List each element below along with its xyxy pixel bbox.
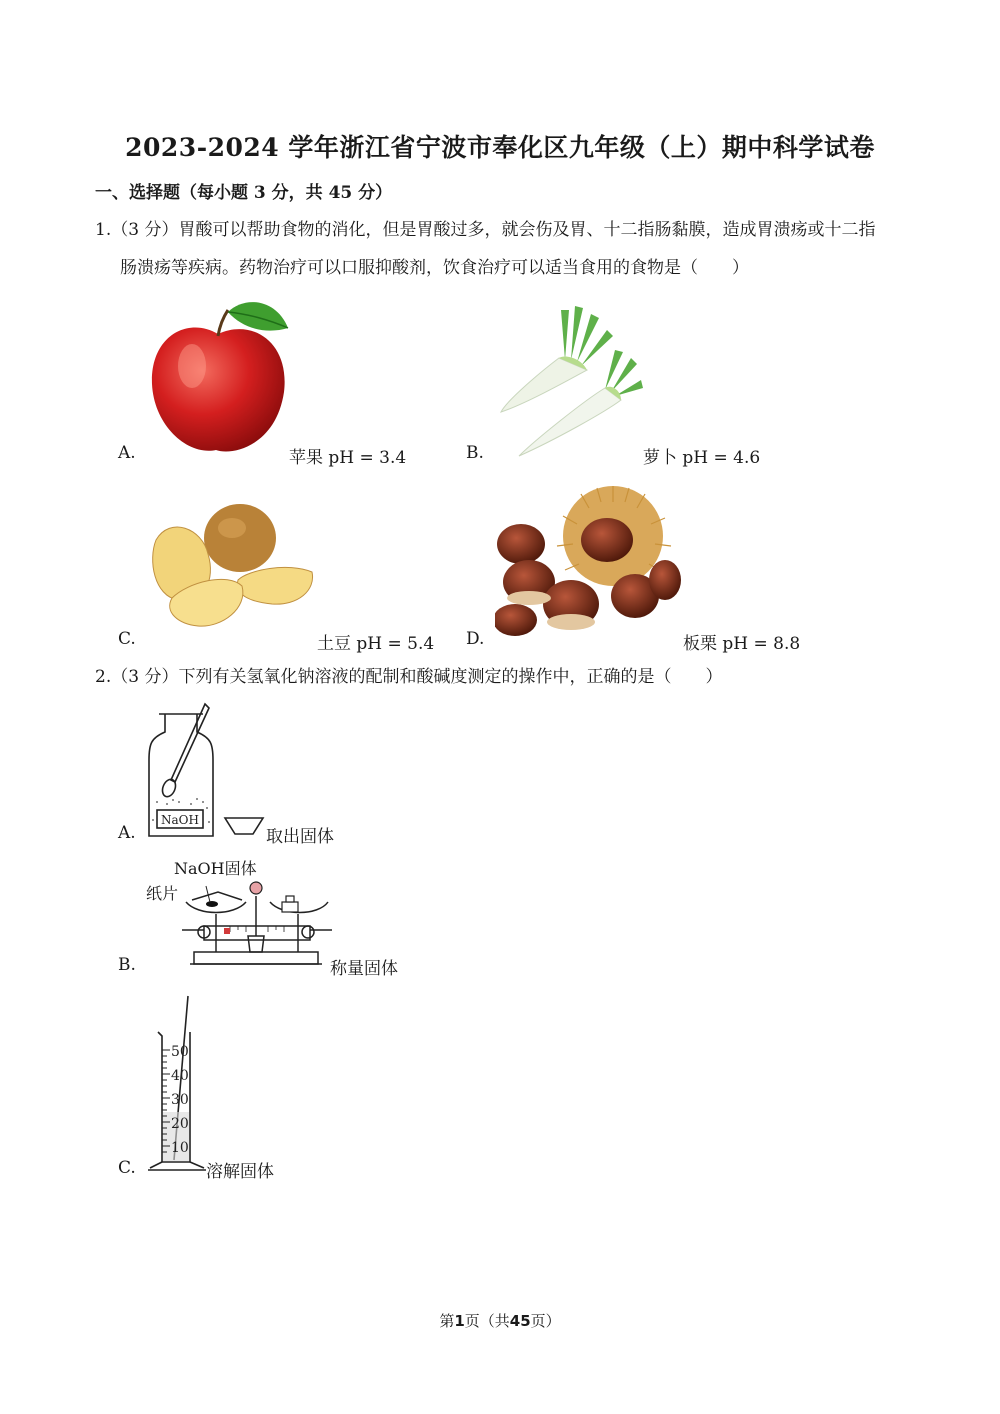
footer-page-number: 1 bbox=[454, 1312, 465, 1330]
cylinder-tick-30: 30 bbox=[171, 1092, 189, 1108]
jar-label: NaOH bbox=[161, 813, 199, 827]
option-2c-label: 溶解固体 bbox=[206, 1162, 274, 1182]
question-1 bbox=[95, 211, 915, 287]
balance-diagram bbox=[178, 876, 336, 972]
reagent-jar-diagram bbox=[145, 700, 270, 842]
footer-prefix: 第 bbox=[439, 1312, 455, 1330]
option-2b-letter: B. bbox=[118, 955, 136, 975]
option-2b-label: 称量固体 bbox=[330, 959, 398, 979]
section-heading: 一、选择题（每小题 3 分，共 45 分） bbox=[95, 183, 393, 203]
option-2c-letter: C. bbox=[118, 1158, 136, 1178]
radish-image bbox=[495, 300, 645, 460]
apple-image bbox=[148, 296, 290, 456]
option-1c-letter: C. bbox=[118, 629, 136, 649]
footer-suffix: 页） bbox=[530, 1312, 561, 1330]
option-2a-label: 取出固体 bbox=[266, 827, 334, 847]
option-1d-letter: D. bbox=[466, 629, 485, 649]
question-1-line-1: 1.（3 分）胃酸可以帮助食物的消化，但是胃酸过多，就会伤及胃、十二指肠黏膜，造成胃溃疡或十二指 bbox=[95, 220, 876, 240]
cylinder-tick-50: 50 bbox=[171, 1044, 189, 1060]
footer-middle: 页（共 bbox=[464, 1312, 510, 1330]
question-2: 2.（3 分）下列有关氢氧化钠溶液的配制和酸碱度测定的操作中，正确的是（ ） bbox=[95, 667, 723, 687]
option-1b-label: 萝卜 pH = 4.6 bbox=[643, 448, 761, 468]
cylinder-tick-10: 10 bbox=[171, 1140, 189, 1156]
graduated-cylinder-diagram bbox=[146, 994, 216, 1176]
question-1-line-2: 肠溃疡等疾病。药物治疗可以口服抑酸剂，饮食治疗可以适当食用的食物是（ ） bbox=[120, 258, 749, 278]
cylinder-tick-20: 20 bbox=[171, 1116, 189, 1132]
page-footer bbox=[0, 1310, 1000, 1331]
footer-total-pages: 45 bbox=[509, 1312, 531, 1330]
option-1a-letter: A. bbox=[118, 443, 136, 463]
option-1d-label: 板栗 pH = 8.8 bbox=[683, 634, 801, 654]
option-2a-letter: A. bbox=[118, 823, 136, 843]
option-1b-letter: B. bbox=[466, 443, 484, 463]
page-title: 2023-2024 学年浙江省宁波市奉化区九年级（上）期中科学试卷 bbox=[125, 133, 875, 162]
cylinder-tick-40: 40 bbox=[171, 1068, 189, 1084]
option-1c-label: 土豆 pH = 5.4 bbox=[317, 634, 435, 654]
annotation-paper: 纸片 bbox=[146, 884, 179, 903]
option-1a-label: 苹果 pH = 3.4 bbox=[289, 448, 407, 468]
chestnut-image bbox=[495, 484, 681, 640]
potato-image bbox=[148, 500, 318, 635]
annotation-naoh-solid: NaOH固体 bbox=[174, 859, 257, 878]
